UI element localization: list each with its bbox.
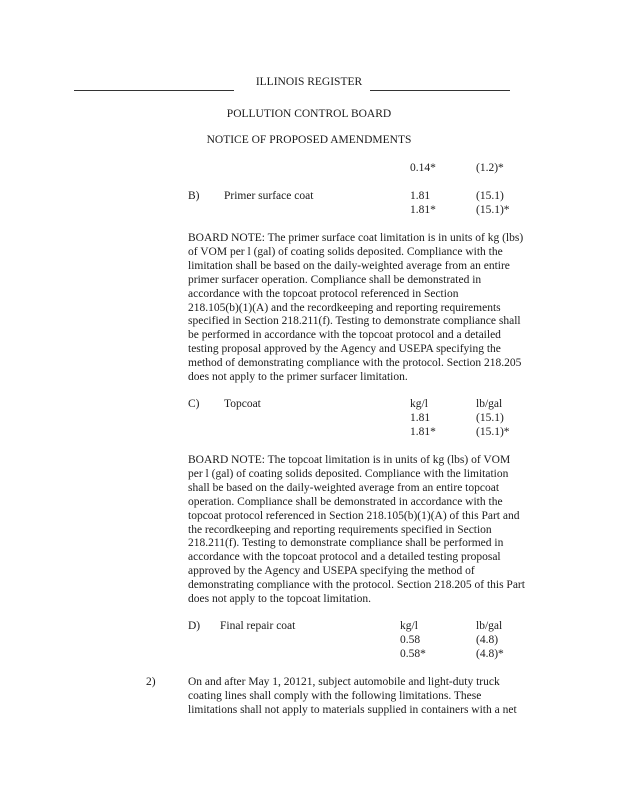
item-d-lb-2: (4.8)* (476, 648, 504, 660)
item-2-line: coating lines shall comply with the following limitations. These (188, 689, 482, 702)
item-c-lb-2: (15.1)* (476, 426, 510, 438)
note-line: of VOM per l (gal) of coating solids deposited. Compliance with the (188, 245, 503, 258)
note-line: primer surfacer operation. Compliance shall be demonstrated in (188, 273, 482, 286)
item-c-kg-2: 1.81* (410, 426, 436, 438)
note-line: operation. Compliance shall be demonstrated in accordance with the (188, 495, 503, 508)
item-c-lb-1: (15.1) (476, 412, 504, 424)
item-2-text (188, 676, 517, 718)
item-d-letter: D) (188, 620, 201, 632)
note-line: the recordkeeping and reporting requirements specified in Section (188, 523, 492, 536)
note-line: testing proposal approved by the Agency and USEPA specifying the (188, 343, 501, 356)
note-line: approved by the Agency and USEPA specifying the method of (188, 565, 475, 578)
note-line: method of demonstrating compliance with the protocol. Section 218.205 (188, 357, 522, 370)
item-d-name: Final repair coat (220, 620, 296, 632)
note-line: 218.105(b)(1)(A) and the recordkeeping and reporting requirements (188, 301, 501, 314)
item-b-kg-1: 1.81 (410, 190, 431, 202)
note-line: does not apply to the primer surfacer limitation. (188, 371, 408, 384)
note-line: does not apply to the topcoat limitation. (188, 593, 372, 606)
note-line: topcoat protocol referenced in Section 218.105(b)(1)(A) of this Part and (188, 509, 520, 522)
item-d-unit-kg: kg/l (400, 620, 418, 632)
item-c-unit-lb: lb/gal (476, 398, 503, 410)
top-row-lb: (1.2)* (476, 162, 504, 174)
item-b-lb-2: (15.1)* (476, 204, 510, 216)
item-2-line: On and after May 1, 20121, subject automobile and light-duty truck (188, 676, 500, 688)
note-line: accordance with the topcoat protocol referenced in Section (188, 287, 459, 300)
item-d-lb-1: (4.8) (476, 634, 499, 646)
note-line: demonstrating compliance with the protocol. Section 218.205 of this Part (188, 579, 525, 592)
note-line: shall be based on the daily-weighted average from an entire topcoat (188, 481, 500, 494)
item-2-line: limitations shall not apply to materials supplied in containers with a net (188, 703, 517, 716)
note-line: be performed in accordance with the topcoat protocol and a detailed (188, 329, 501, 342)
item-2-number: 2) (146, 676, 156, 688)
header-rule-right (370, 90, 510, 91)
notice-title: NOTICE OF PROPOSED AMENDMENTS (206, 134, 412, 146)
item-c-board-note (188, 454, 525, 607)
item-b-name: Primer surface coat (224, 190, 314, 202)
note-line: per l (gal) of coating solids deposited. Compliance with the limitation (188, 467, 509, 480)
register-title: ILLINOIS REGISTER (255, 76, 363, 88)
item-b-kg-2: 1.81* (410, 204, 436, 216)
item-b-lb-1: (15.1) (476, 190, 504, 202)
note-line: limitation shall be based on the daily-weighted average from an entire (188, 259, 510, 272)
item-d-kg-2: 0.58* (400, 648, 426, 660)
note-line: specified in Section 218.211(f). Testing to demonstrate compliance shall (188, 315, 521, 328)
item-d-unit-lb: lb/gal (476, 620, 503, 632)
item-c-unit-kg: kg/l (410, 398, 428, 410)
note-line: accordance with the topcoat protocol and a detailed testing proposal (188, 551, 501, 564)
item-b-board-note (188, 232, 523, 385)
header-rule-left (74, 90, 234, 91)
board-title: POLLUTION CONTROL BOARD (226, 108, 392, 120)
item-d-kg-1: 0.58 (400, 634, 421, 646)
item-c-name: Topcoat (224, 398, 261, 410)
item-b-letter: B) (188, 190, 200, 202)
note-line: BOARD NOTE: The primer surface coat limitation is in units of kg (lbs) (188, 232, 524, 244)
note-line: 218.211(f). Testing to demonstrate compliance shall be performed in (188, 537, 504, 550)
item-c-kg-1: 1.81 (410, 412, 431, 424)
note-line: BOARD NOTE: The topcoat limitation is in units of kg (lbs) of VOM (188, 454, 511, 466)
top-row-kg: 0.14* (410, 162, 436, 174)
item-c-letter: C) (188, 398, 200, 410)
